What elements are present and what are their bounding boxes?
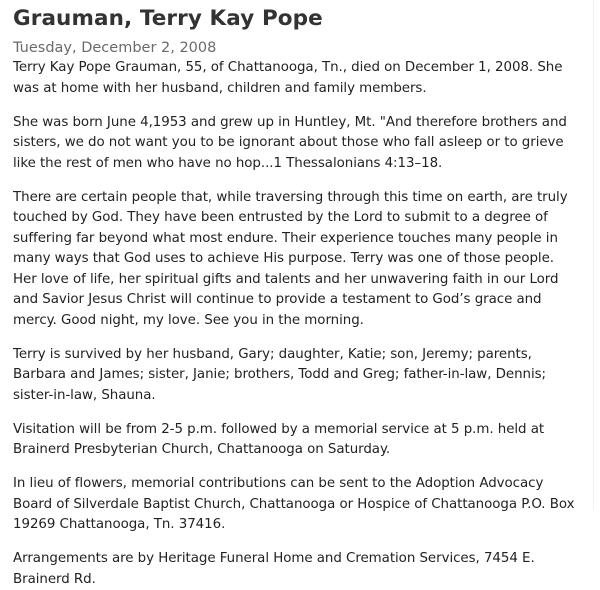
paragraph-arrangements: Arrangements are by Heritage Funeral Home and Cremation Services, 7454 E. Brainerd Rd.	[13, 551, 535, 587]
article-title: Grauman, Terry Kay Pope	[13, 6, 323, 31]
paragraph-survivors: Terry is survived by her husband, Gary; daughter, Katie; son, Jeremy; parents, Barbara and James; sister, Janie; brothers, Todd and Greg; father-in-law, Dennis; sister-in-law, Shauna.	[13, 346, 547, 403]
paragraph-death-notice: Terry Kay Pope Grauman, 55, of Chattanooga, Tn., died on December 1, 2008. She was at home with her husband, children and family members.	[13, 60, 563, 96]
article-body	[13, 58, 579, 590]
paragraph-visitation: Visitation will be from 2-5 p.m. followed by a memorial service at 5 p.m. held at Brainerd Presbyterian Church, Chattanooga on Saturday.	[13, 421, 545, 457]
paragraph-tribute: There are certain people that, while traversing through this time on earth, are truly touched by God. They have been entrusted by the Lord to submit to a degree of suffering far beyond what most endure. Their experience touches many people in many ways that God uses to achieve His purpose. Terry was one of those people. Her love of life, her spiritual gifts and talents and her unwavering faith in our Lord and Savior Jesus Christ will continue to provide a testament to God’s grace and mercy. Good night, my love. See you in the morning.	[13, 189, 568, 328]
paragraph-memorial-contributions: In lieu of flowers, memorial contributions can be sent to the Adoption Advocacy Board of Silverdale Baptist Church, Chattanooga or Hospice of Chattanooga P.O. Box 19269 Chattanooga, Tn. 37416.	[13, 476, 575, 532]
publish-date: Tuesday, December 2, 2008	[13, 40, 217, 56]
paragraph-birth-and-scripture: She was born June 4,1953 and grew up in Huntley, Mt. "And therefore brothers and sisters, we do not want you to be ignorant about those who fall asleep or to grieve like the rest of men who have no hop...1 Thessalonians 4:13–18.	[13, 114, 567, 171]
